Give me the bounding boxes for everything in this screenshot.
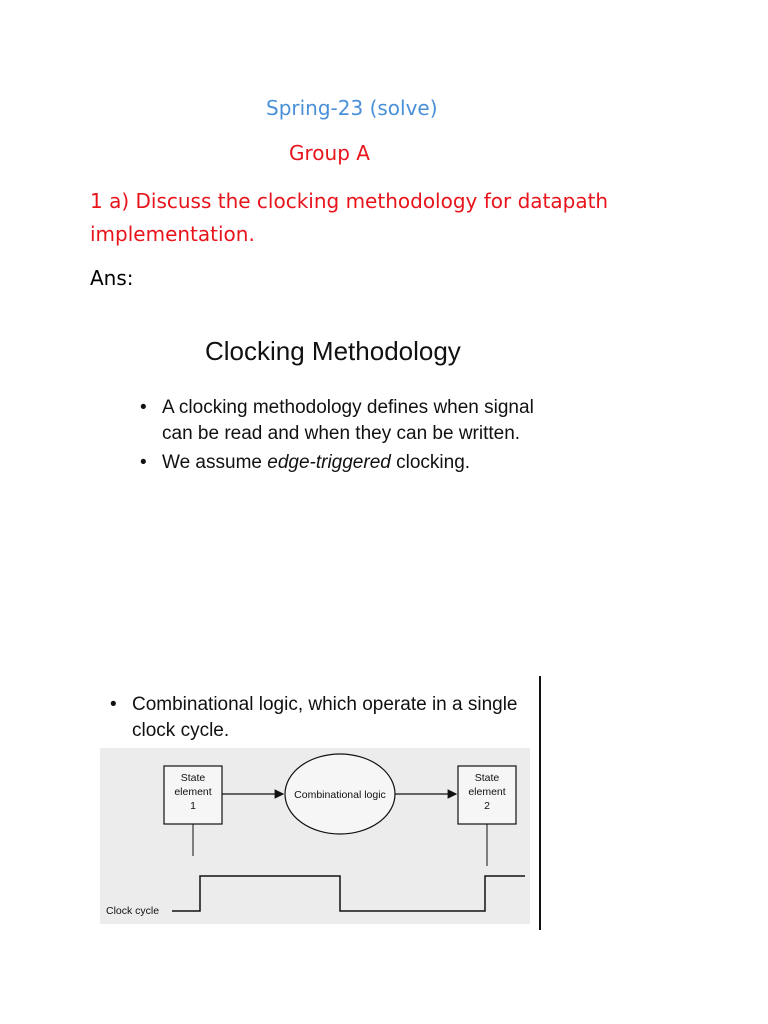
clock-cycle-diagram bbox=[100, 748, 530, 924]
figure-bullet-text: Combinational logic, which operate in a single clock cycle. bbox=[132, 694, 518, 741]
state-element-1-line3: 1 bbox=[190, 800, 196, 812]
bullet-icon: • bbox=[110, 694, 117, 715]
slide-bullet-2-suffix: clocking. bbox=[390, 452, 471, 473]
answer-label: Ans: bbox=[90, 266, 134, 290]
state-element-2-line1: State bbox=[474, 772, 500, 784]
bullet-icon: • bbox=[140, 452, 147, 473]
slide-bullet-2 bbox=[140, 450, 540, 476]
bullet-icon: • bbox=[140, 397, 147, 418]
state-element-2-line2: element bbox=[468, 786, 506, 798]
slide-bullet-2-emphasis: edge-triggered bbox=[267, 452, 391, 473]
slide-title: Clocking Methodology bbox=[205, 336, 461, 366]
slide-bullet-list bbox=[140, 395, 540, 479]
vertical-divider bbox=[539, 676, 541, 930]
group-heading: Group A bbox=[289, 141, 370, 165]
clock-waveform bbox=[172, 876, 525, 911]
document-title: Spring-23 (solve) bbox=[266, 96, 438, 120]
question-text: 1 a) Discuss the clocking methodology for datapath implementation. bbox=[90, 189, 609, 246]
slide-bullet-2-prefix: We assume bbox=[162, 452, 268, 473]
slide-bullet-1 bbox=[140, 395, 540, 447]
slide-bullet-1-text: A clocking methodology defines when signal can be read and when they can be written. bbox=[162, 397, 534, 444]
state-element-1-line2: element bbox=[174, 786, 212, 798]
state-element-2-line3: 2 bbox=[484, 800, 490, 812]
figure-bullet bbox=[110, 692, 530, 744]
figure-bullet-list bbox=[110, 692, 530, 744]
state-element-1-line1: State bbox=[180, 772, 206, 784]
clock-cycle-label: Clock cycle bbox=[106, 905, 160, 917]
combinational-logic-label: Combinational logic bbox=[294, 789, 386, 801]
